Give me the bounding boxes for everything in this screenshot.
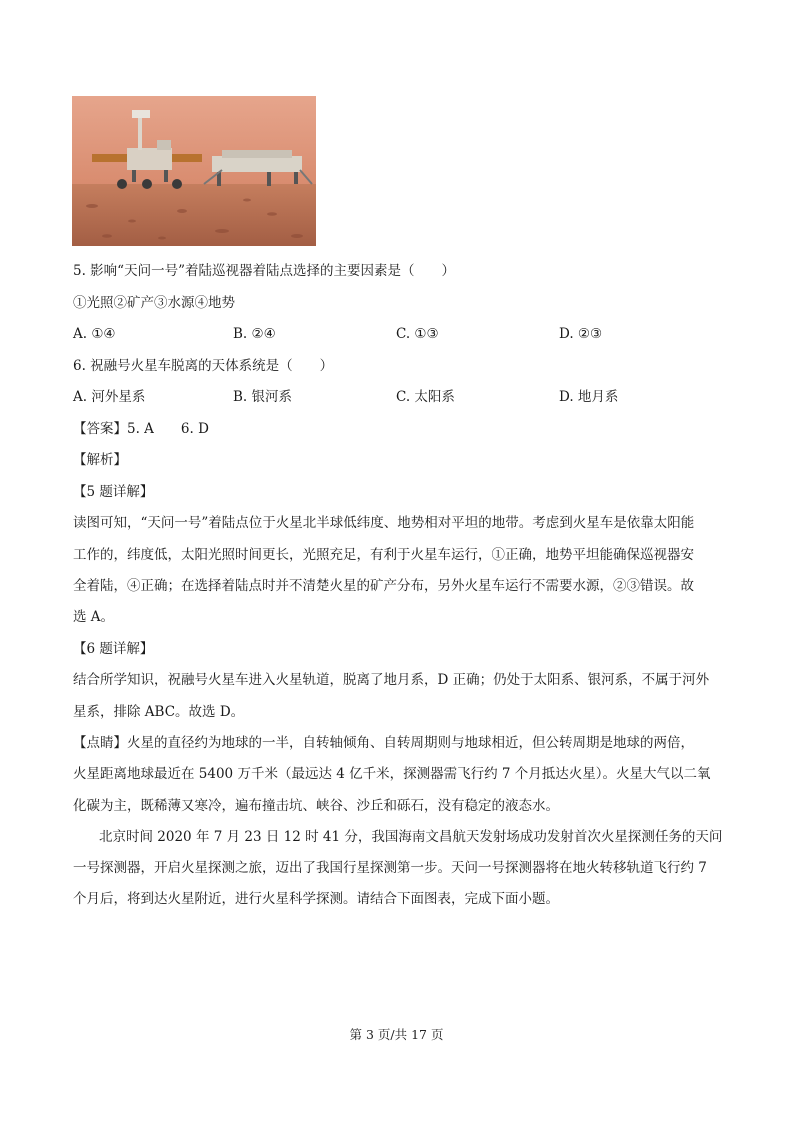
- tip-line: 火星距离地球最近在 5400 万千米（最远达 4 亿千米，探测器需飞行约 7 个月抵达火星）。火星大气以二氧: [73, 766, 711, 782]
- detail-5-line: 读图可知，“天问一号”着陆点位于火星北半球低纬度、地势相对平坦的地带。考虑到火星车是依靠太阳能: [73, 515, 695, 531]
- detail-5-line: 全着陆，④正确；在选择着陆点时并不清楚火星的矿产分布，另外火星车运行不需要水源，②③错误。故: [73, 578, 694, 594]
- passage-line: 个月后，将到达火星附近，进行火星科学探测。请结合下面图表，完成下面小题。: [73, 891, 559, 907]
- q5-option-d: D. ②③: [559, 326, 603, 342]
- q6-option-b: B. 银河系: [233, 389, 293, 405]
- question-5-items: ①光照②矿产③水源④地势: [73, 295, 235, 311]
- detail-6-line: 结合所学知识，祝融号火星车进入火星轨道，脱离了地月系，D 正确；仍处于太阳系、银河系，不属于河外: [73, 672, 710, 688]
- q6-option-a: A. 河外星系: [73, 389, 146, 405]
- question-5-stem: 5. 影响“天问一号”着陆巡视器着陆点选择的主要因素是（ ）: [73, 263, 455, 279]
- q5-option-c: C. ①③: [396, 326, 439, 342]
- answer-text: 5. A 6. D: [127, 421, 209, 437]
- answer-line: [73, 419, 209, 439]
- passage-line: 一号探测器，开启火星探测之旅，迈出了我国行星探测第一步。天问一号探测器将在地火转移轨道飞行约 7: [73, 860, 707, 876]
- mars-rover-photo: [72, 96, 316, 246]
- tip-line: [73, 733, 694, 753]
- tip-text: 火星的直径约为地球的一半，自转轴倾角、自转周期则与地球相近，但公转周期是地球的两倍，: [127, 735, 694, 751]
- passage-line: 北京时间 2020 年 7 月 23 日 12 时 41 分，我国海南文昌航天发射场成功发射首次火星探测任务的天问: [99, 829, 723, 845]
- detail-6-title: 【6 题详解】: [73, 641, 154, 657]
- detail-5-line: 选 A。: [73, 609, 115, 625]
- q5-option-b: B. ②④: [233, 326, 276, 342]
- q6-option-c: C. 太阳系: [396, 389, 455, 405]
- q6-option-d: D. 地月系: [559, 389, 619, 405]
- detail-5-title: 【5 题详解】: [73, 484, 154, 500]
- detail-6-line: 星系，排除 ABC。故选 D。: [73, 704, 245, 720]
- q5-option-a: A. ①④: [73, 326, 116, 342]
- analysis-tag: 【解析】: [73, 452, 127, 468]
- tip-line: 化碳为主，既稀薄又寒冷，遍布撞击坑、峡谷、沙丘和砾石，没有稳定的液态水。: [73, 798, 559, 814]
- answer-tag: 【答案】: [73, 421, 127, 437]
- question-6-stem: 6. 祝融号火星车脱离的天体系统是（ ）: [73, 358, 334, 374]
- detail-5-line: 工作的，纬度低，太阳光照时间更长，光照充足，有利于火星车运行，①正确，地势平坦能确保巡视器安: [73, 547, 694, 563]
- tip-tag: 【点睛】: [73, 735, 127, 751]
- page-number: 第 3 页/共 17 页: [349, 1027, 444, 1042]
